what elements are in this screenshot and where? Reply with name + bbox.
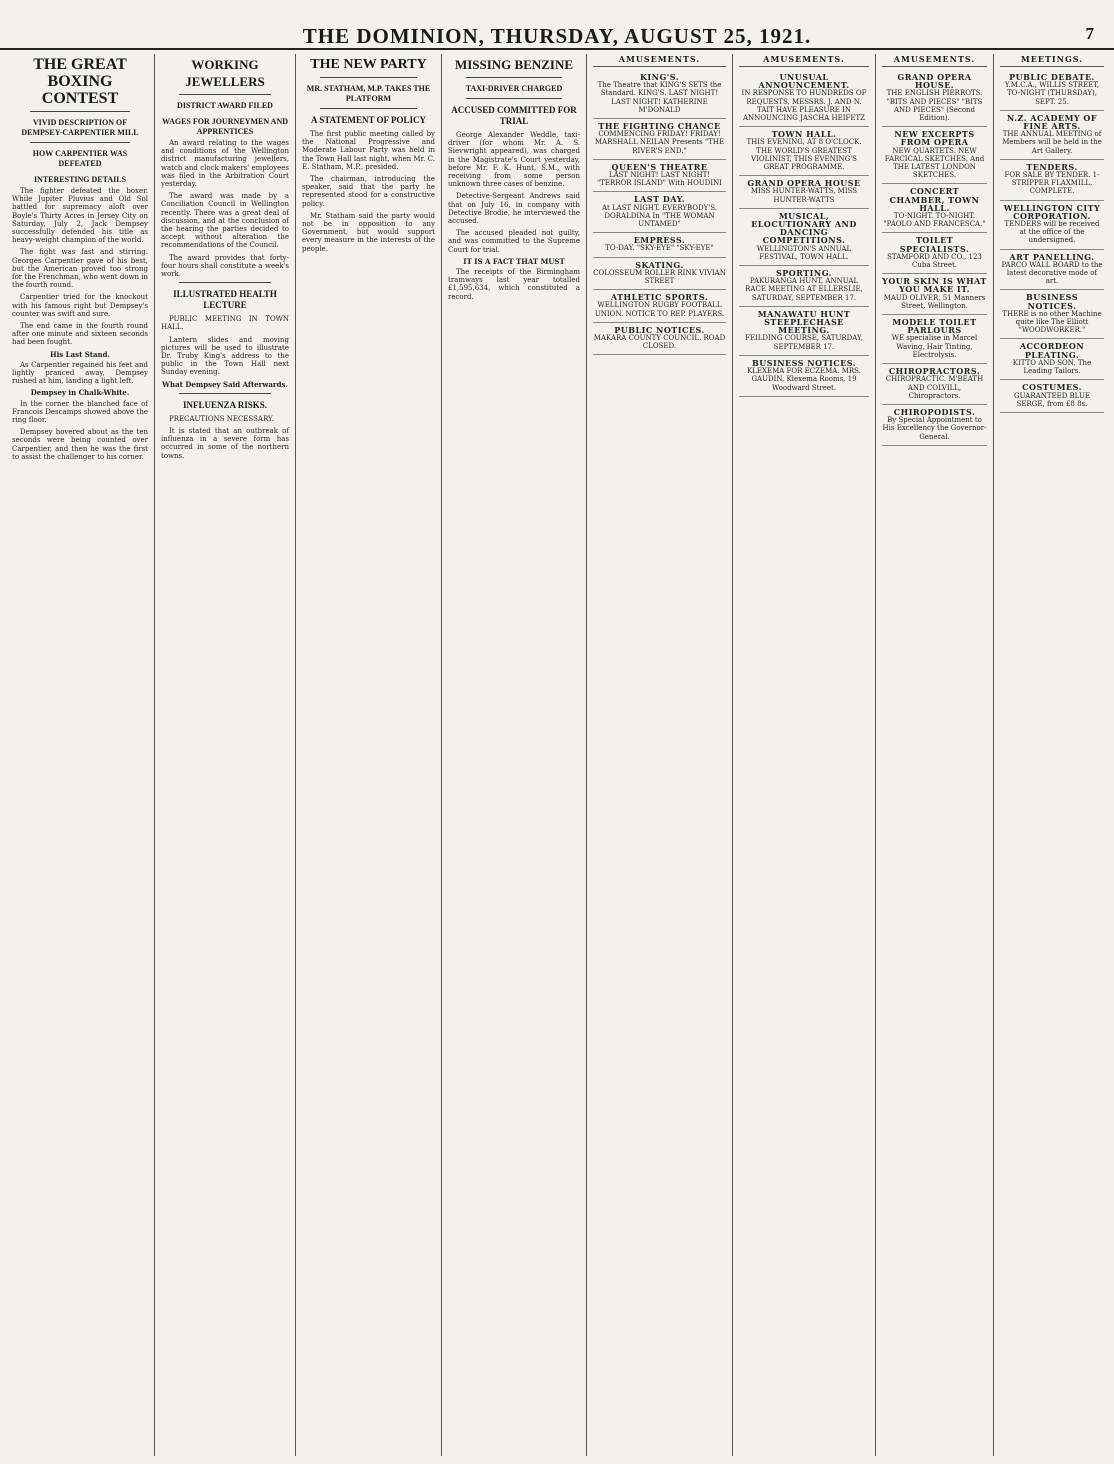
article-body [161, 315, 289, 389]
ad-title: THE FIGHTING CHANCE [598, 121, 721, 132]
ad-body: STAMFORD AND CO., 123 Cuba Street. [887, 252, 982, 270]
article-subtitle: A STATEMENT OF POLICY [311, 115, 426, 125]
article-subtitle: WAGES FOR JOURNEYMEN AND APPRENTICES [161, 117, 288, 136]
section-subhead: His Last Stand. [50, 349, 110, 359]
divider [320, 108, 417, 109]
article-body [448, 131, 580, 301]
advertisement [882, 127, 987, 184]
ad-body: PARCO WALL BOARD to the latest decorative mode of art. [1001, 260, 1103, 286]
section-subhead: What Dempsey Said Afterwards. [162, 379, 288, 389]
advertisement [882, 70, 987, 127]
divider [30, 111, 130, 112]
divider [320, 77, 417, 78]
section-heading: MEETINGS. [1000, 54, 1104, 67]
paragraph: It is stated that an outbreak of influenza in a severe form has occurred in some of the northern towns. [161, 427, 289, 460]
advertisement [882, 274, 987, 315]
article-subtitle: DISTRICT AWARD FILED [177, 101, 273, 110]
ad-title: COSTUMES. [1022, 382, 1082, 393]
paragraph: The fighter defeated the boxer. While Jupiter Pluvius and Old Sol battled for supremacy aloft over Boyle's Thirty Acres in Jersey City on Saturday, July 2, Jack Dempsey successfully defended his title as heavy-weight champion of the world. [12, 187, 148, 245]
paragraph: As Carpentier regained his feet and lightly pranced away, Dempsey rushed at him, landing a light left. [12, 360, 148, 386]
advertisement [882, 184, 987, 233]
ad-body: KLEXEMA FOR ECZEMA. MRS. GAUDIN, Klexema Rooms, 19 Woodward Street. [747, 367, 861, 392]
ad-body: KITTO AND SON, The Leading Tailors. [1012, 358, 1092, 376]
advertisement [593, 192, 726, 233]
divider [30, 142, 130, 143]
paragraph: The end came in the fourth round after one minute and sixteen seconds had been fought. [12, 322, 148, 347]
ad-title: WELLINGTON CITY CORPORATION. [1003, 202, 1101, 221]
ad-title: CONCERT CHAMBER, TOWN HALL. [889, 186, 980, 213]
article-subtitle: MR. STATHAM, M.P. TAKES THE PLATFORM [306, 84, 431, 103]
article-subtitle: INTERESTING DETAILS [33, 175, 127, 184]
advertisement [882, 364, 987, 405]
ad-body: COMMENCING FRIDAY! FRIDAY! MARSHALL NEILAN Presents "THE RIVER'S END." [594, 130, 725, 155]
advertisement [1000, 160, 1104, 201]
ad-title: KING'S. [639, 72, 680, 82]
article-boxing-column [6, 54, 155, 1456]
advertisement [882, 405, 987, 446]
ad-body: MAUD OLIVER, 51 Manners Street, Wellington. [883, 293, 986, 310]
ad-title: ACCORDEON PLEATING. [1019, 341, 1085, 360]
divider [179, 94, 271, 95]
ad-list [882, 70, 987, 446]
article-body [161, 139, 289, 278]
advertisement [593, 70, 726, 119]
article-body [161, 415, 289, 460]
ad-title: YOUR SKIN IS WHAT YOU MAKE IT. [882, 276, 987, 295]
article-title: ILLUSTRATED HEALTH LECTURE [173, 289, 277, 311]
ad-body: FEILDING COURSE, SATURDAY, SEPTEMBER 17. [745, 334, 863, 351]
ad-body: THIS EVENING, AT 8 O'CLOCK. THE WORLD'S GREATEST VIOLINIST, THIS EVENING'S GREAT PROGRAMME. [746, 138, 862, 172]
ad-title: QUEEN'S THEATRE [611, 161, 708, 172]
paragraph: The award was made by a Conciliation Council in Wellington recently. There was a great deal of discussion, and at the conclusion of the hearing the parties decided to accept without alteration the recommendations of the Council. [161, 192, 289, 250]
advertisement [739, 70, 869, 127]
ad-body: MAKARA COUNTY COUNCIL. ROAD CLOSED. [593, 334, 726, 351]
section-heading: AMUSEMENTS. [739, 54, 869, 67]
section-heading: AMUSEMENTS. [882, 54, 987, 67]
paragraph: Lantern slides and moving pictures will be used to illustrate Dr. Truby King's address to the public in the Town Hall next Sunday evening. [161, 335, 289, 377]
paragraph: An award relating to the wages and conditions of the Wellington district manufacturing jewellers, watch and clock makers' employees was filed in the Arbitration Court yesterday. [161, 139, 289, 189]
ad-title: EMPRESS. [633, 235, 686, 246]
article-title: THE GREAT BOXING CONTEST [33, 56, 127, 107]
article-subtitle: TAXI-DRIVER CHARGED [465, 84, 563, 93]
ad-title: BUSINESS NOTICES. [751, 357, 857, 368]
advertisement [1000, 250, 1104, 291]
ad-title: PUBLIC NOTICES. [614, 324, 705, 335]
paragraph: In the corner the blanched face of Francois Descamps showed above the ring floor. [12, 399, 148, 425]
ad-title: UNUSUAL ANNOUNCEMENT. [758, 72, 850, 91]
advertisement [1000, 201, 1104, 250]
article-title: MISSING BENZINE [454, 57, 574, 72]
masthead-title: THE DOMINION, THURSDAY, AUGUST 25, 1921. [302, 24, 812, 48]
paragraph: George Alexander Weddle, taxi-driver (for whom Mr. A. S. Sievwright appeared), was charged in the Magistrate's Court yesterday, before Mr. F. K. Hunt, S.M., with receiving from some person unknown three cases of benzine. [448, 131, 580, 189]
ad-list [1000, 70, 1104, 413]
article-benzine-column [442, 54, 587, 1456]
paragraph: The award provides that forty-four hours shall constitute a week's work. [161, 253, 289, 279]
advertisement [739, 209, 869, 266]
article-new-party-column [296, 54, 442, 1456]
advertisement [593, 290, 726, 323]
advertisement [1000, 111, 1104, 160]
ad-list [593, 70, 726, 355]
ad-body: TENDERS will be received at the office of the undersigned. [1004, 220, 1100, 245]
ad-title: TENDERS. [1026, 161, 1078, 172]
amusements-column-3 [876, 54, 994, 1456]
ad-title: GRAND OPERA HOUSE. [897, 72, 972, 91]
divider [466, 77, 562, 78]
advertisement [882, 233, 987, 274]
paragraph: PRECAUTIONS NECESSARY. [169, 414, 274, 423]
ad-title: ART PANELLING. [1009, 251, 1095, 262]
advertisement [593, 323, 726, 356]
section-subhead: IT IS A FACT THAT MUST [463, 256, 565, 266]
advertisement [1000, 339, 1104, 380]
article-subtitle: VIVID DESCRIPTION OF DEMPSEY-CARPENTIER MILL [21, 118, 139, 137]
ad-title: TOWN HALL. [771, 129, 837, 140]
article-title: INFLUENZA RISKS. [182, 399, 268, 410]
masthead [0, 24, 1114, 50]
ad-body: CHIROPRACTIC. M'BEATH AND COLVILL, Chiropractors. [885, 375, 984, 400]
ad-title: PUBLIC DEBATE. [1009, 72, 1095, 82]
ad-body: WE specialise in Marcel Waving, Hair Tinting, Electrolysis. [891, 334, 978, 359]
ad-title: CHIROPRACTORS. [888, 366, 981, 377]
ad-body: THERE is no other Machine quite like The Elliott "WOODWORKER." [1002, 309, 1102, 335]
ad-body: NEW QUARTETS. NEW FARCICAL SKETCHES, And THE LATEST LONDON SKETCHES. [884, 146, 985, 180]
amusements-column-2 [733, 54, 876, 1456]
divider [466, 98, 562, 99]
paragraph: Carpentier tried for the knockout with his famous right but Dempsey's counter was swift and sure. [12, 293, 148, 318]
ad-title: MODELE TOILET PARLOURS [892, 317, 977, 336]
section-heading: AMUSEMENTS. [593, 54, 726, 67]
ad-title: GRAND OPERA HOUSE [747, 178, 861, 189]
article-body [12, 187, 148, 461]
article-subtitle: HOW CARPENTIER WAS DEFEATED [32, 149, 128, 168]
advertisement [739, 307, 869, 356]
divider [179, 393, 271, 394]
divider [179, 282, 271, 283]
ad-body: By Special Appointment to His Excellency the Governor-General. [882, 416, 987, 441]
ad-title: MANAWATU HUNT STEEPLECHASE MEETING. [757, 308, 851, 336]
amusements-column-1 [587, 54, 733, 1456]
ad-body: COLOSSEUM ROLLER RINK VIVIAN STREET [593, 268, 726, 286]
advertisement [593, 258, 726, 291]
advertisement [593, 119, 726, 160]
advertisement [593, 160, 726, 193]
ad-title: CHIROPODISTS. [893, 406, 976, 417]
paragraph: The first public meeting called by the National Progressive and Moderate Labour Party was held in the Town Hall last night, when Mr. C. E. Statham, M.P., presided. [302, 130, 435, 171]
paragraph: The accused pleaded not guilty, and was committed to the Supreme Court for trial. [448, 229, 580, 254]
ad-body: At LAST NIGHT. EVERYBODY'S. DORALDINA In "THE WOMAN UNTAMED" [602, 203, 717, 229]
advertisement [739, 127, 869, 176]
ad-body: THE ANNUAL MEETING of Members will be held in the Art Gallery. [1002, 130, 1102, 155]
ad-body: LAST NIGHT! LAST NIGHT! "TERROR ISLAND" With HOUDINI [596, 171, 723, 188]
article-title: THE NEW PARTY [310, 57, 427, 72]
ad-title: ATHLETIC SPORTS. [610, 292, 709, 303]
ad-body: THE ENGLISH PIERROTS. "BITS AND PIECES" "BITS AND PIECES" (Second Edition). [886, 89, 983, 123]
advertisement [593, 233, 726, 257]
article-jewellers-column [155, 54, 296, 1456]
advertisement [739, 176, 869, 209]
ad-body: PAKURANGA HUNT, ANNUAL RACE MEETING AT ELLERSLIE, SATURDAY, SEPTEMBER 17. [745, 277, 863, 302]
ad-title: BUSINESS NOTICES. [1025, 292, 1079, 311]
ad-body: WELLINGTON RUGBY FOOTBALL UNION. NOTICE TO REP. PLAYERS. [594, 301, 725, 318]
ad-body: GUARANTEED BLUE SERGE, from £8 8s. [1014, 391, 1090, 408]
paragraph: Detective-Sergeant Andrews said that on July 16, in company with Detective Brodie, he interviewed the accused. [448, 192, 580, 226]
ad-title: LAST DAY. [633, 194, 686, 205]
ad-title: NEW EXCERPTS FROM OPERA [894, 129, 975, 148]
paragraph: The fight was fast and stirring. Georges Carpentier gave of his best, but the American proved too strong for the Frenchman, who went down in the fourth round. [12, 248, 148, 290]
ad-list [739, 70, 869, 397]
ad-title: MUSICAL, ELOCUTIONARY AND DANCING COMPETITIONS. [751, 210, 857, 246]
section-subhead: Dempsey in Chalk-White. [30, 388, 130, 398]
ad-body: WELLINGTON'S ANNUAL FESTIVAL, TOWN HALL. [756, 244, 852, 261]
ad-body: MISS HUNTER-WATTS, MISS HUNTER-WATTS [750, 187, 858, 204]
article-subtitle: ACCUSED COMMITTED FOR TRIAL [451, 105, 577, 126]
paragraph: Mr. Statham said the party would not be in opposition to any Government, but would support every measure in the interests of the people. [302, 211, 435, 253]
ad-body: The Theatre that KING'S SETS the Standard. KING'S. LAST NIGHT! LAST NIGHT! KATHERINE M'DONALD [597, 81, 722, 114]
advertisement [739, 356, 869, 397]
ad-title: SPORTING. [775, 268, 833, 279]
advertisement [1000, 380, 1104, 413]
paragraph: The receipts of the Birmingham tramways last year totalled £1,595,634, which constituted a record. [448, 268, 580, 301]
advertisement [1000, 70, 1104, 111]
ad-title: N.Z. ACADEMY OF FINE ARTS. [1006, 112, 1098, 132]
ad-body: TO-DAY. "SKY-EYE" "SKY-EYE" [605, 244, 714, 253]
ad-body: FOR SALE BY TENDER. 1-STRIPPER FLAXMILL, COMPLETE. [1004, 171, 1100, 196]
paragraph: Dempsey hovered about as the ten seconds were being counted over Carpentier, and then he was the first to assist the challenger to his corner. [12, 428, 148, 461]
article-body [302, 130, 435, 253]
ad-title: SKATING. [635, 259, 684, 270]
article-title: WORKING JEWELLERS [185, 57, 265, 89]
ad-title: TOILET SPECIALISTS. [899, 235, 970, 254]
page-number: 7 [1085, 24, 1094, 43]
advertisement [739, 266, 869, 307]
paragraph: The chairman, introducing the speaker, said that the party he represented stood for a constructive policy. [302, 175, 435, 208]
ad-body: TO-NIGHT. TO-NIGHT. "PAOLO AND FRANCESCA." [883, 212, 986, 229]
advertisement [1000, 290, 1104, 339]
ad-body: Y.M.C.A., WILLIS STREET, TO-NIGHT (THURSDAY), SEPT. 25. [1004, 81, 1100, 106]
ad-body: IN RESPONSE TO HUNDREDS OF REQUESTS, MESSRS. J. AND N. TAIT HAVE PLEASURE IN ANNOUNCING JASCHA HEIFETZ [741, 89, 867, 123]
meetings-tenders-column [994, 54, 1110, 1456]
paragraph: PUBLIC MEETING IN TOWN HALL. [161, 315, 289, 332]
advertisement [882, 315, 987, 364]
